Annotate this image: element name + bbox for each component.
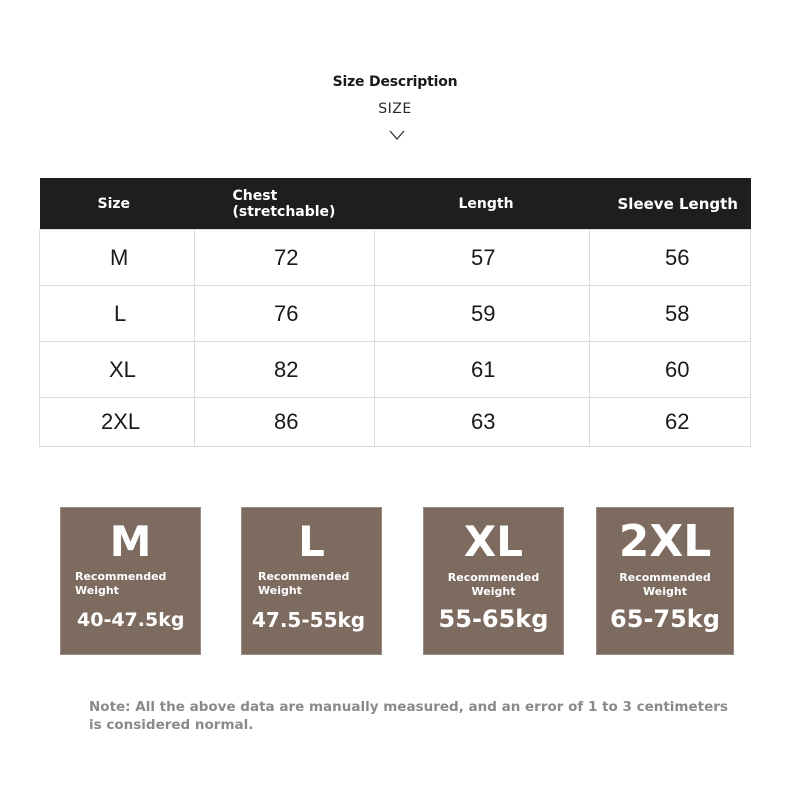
size-card-xl bbox=[423, 507, 564, 655]
cell-size: M bbox=[40, 230, 195, 286]
cell-length: 63 bbox=[375, 398, 590, 447]
cell-chest: 86 bbox=[195, 398, 375, 447]
card-label-line1: Recommended bbox=[258, 570, 350, 583]
column-header-chest: Chest (stretchable) bbox=[195, 178, 375, 230]
cell-size: XL bbox=[40, 342, 195, 398]
size-card-2xl bbox=[596, 507, 734, 655]
card-weight-range: 55-65kg bbox=[438, 605, 549, 633]
cell-sleeve-length: 56 bbox=[590, 230, 751, 286]
column-header-sleeve-length: Sleeve Length bbox=[590, 178, 751, 230]
column-header-size: Size bbox=[40, 178, 195, 230]
card-size-label: 2XL bbox=[618, 516, 712, 567]
card-recommended-label bbox=[258, 570, 349, 598]
cell-size: L bbox=[40, 286, 195, 342]
card-recommended-label bbox=[424, 571, 563, 599]
page-subtitle: SIZE bbox=[378, 101, 412, 117]
card-label-line1: Recommended bbox=[75, 570, 167, 583]
cell-sleeve-length: 60 bbox=[590, 342, 751, 398]
card-label-line2: Weight bbox=[643, 585, 687, 598]
card-label-line1: Recommended bbox=[447, 571, 540, 584]
cell-chest: 76 bbox=[195, 286, 375, 342]
card-recommended-label bbox=[597, 571, 733, 599]
size-table bbox=[39, 178, 751, 447]
table-header-row bbox=[40, 178, 751, 230]
table-row bbox=[40, 286, 751, 342]
cell-sleeve-length: 58 bbox=[590, 286, 751, 342]
card-label-line2: Weight bbox=[471, 585, 516, 598]
cell-sleeve-length: 62 bbox=[590, 398, 751, 447]
size-card-m bbox=[60, 507, 201, 655]
cell-chest: 72 bbox=[195, 230, 375, 286]
cell-length: 61 bbox=[375, 342, 590, 398]
card-weight-range: 65-75kg bbox=[610, 605, 720, 633]
table-row bbox=[40, 398, 751, 447]
card-label-line2: Weight bbox=[75, 584, 119, 597]
cell-length: 59 bbox=[375, 286, 590, 342]
note-line1: Note: All the above data are manually measured, and an error of 1 to 3 centimeters bbox=[89, 699, 728, 715]
chevron-down-icon bbox=[388, 128, 406, 142]
card-weight-range: 47.5-55kg bbox=[252, 608, 366, 632]
card-size-label: L bbox=[298, 517, 325, 566]
cell-size: 2XL bbox=[40, 398, 195, 447]
card-label-line1: Recommended bbox=[619, 571, 711, 584]
note-line2: is considered normal. bbox=[89, 717, 254, 733]
card-weight-range: 40-47.5kg bbox=[77, 609, 185, 631]
measurement-note bbox=[89, 698, 729, 734]
card-recommended-label bbox=[75, 570, 166, 598]
card-size-label: M bbox=[109, 517, 152, 566]
column-header-length: Length bbox=[375, 178, 590, 230]
card-size-label: XL bbox=[463, 517, 524, 566]
table-row bbox=[40, 230, 751, 286]
card-label-line2: Weight bbox=[258, 584, 302, 597]
cell-length: 57 bbox=[375, 230, 590, 286]
size-card-l bbox=[241, 507, 382, 655]
table-row bbox=[40, 342, 751, 398]
page-title: Size Description bbox=[332, 74, 458, 90]
cell-chest: 82 bbox=[195, 342, 375, 398]
